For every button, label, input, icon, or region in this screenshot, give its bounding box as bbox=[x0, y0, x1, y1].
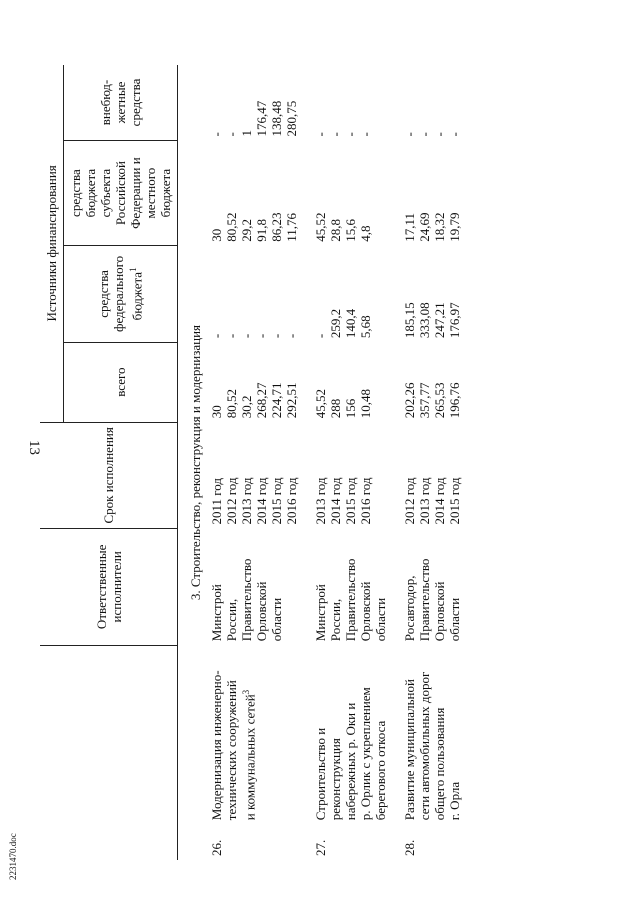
row-gap-cell bbox=[388, 65, 402, 860]
row-regional-value: 45,52 bbox=[313, 212, 328, 242]
row-regional-value: 28,8 bbox=[328, 218, 343, 242]
row-extra-value: - bbox=[432, 132, 447, 137]
row-extra-value: - bbox=[209, 132, 224, 137]
row-term-value: 2016 год bbox=[284, 477, 299, 525]
header-total: всего bbox=[64, 342, 178, 422]
row-regional bbox=[313, 140, 388, 245]
row-total-value: 268,27 bbox=[254, 382, 269, 419]
row-extra bbox=[209, 65, 299, 140]
row-extra-value: 280,75 bbox=[284, 100, 299, 137]
header-item bbox=[40, 645, 178, 860]
row-federal-value: 259,2 bbox=[328, 308, 343, 339]
row-total-value: 80,52 bbox=[224, 388, 239, 419]
row-total bbox=[402, 342, 462, 422]
row-term-value: 2015 год bbox=[343, 477, 358, 525]
row-regional-value: 4,8 bbox=[358, 225, 373, 242]
item-line: берегового откоса bbox=[373, 720, 388, 821]
row-term-value: 2015 год bbox=[447, 477, 462, 525]
item-line: Строительство и bbox=[313, 727, 328, 821]
row-term-value: 2014 год bbox=[328, 477, 343, 525]
row-term-value: 2013 год bbox=[313, 477, 328, 525]
row-federal-value: - bbox=[284, 333, 299, 339]
row-executors bbox=[313, 528, 388, 645]
row-gap bbox=[388, 65, 402, 860]
item-line bbox=[239, 649, 257, 820]
header-sources: Источники финансирования bbox=[40, 65, 64, 422]
row-extra-value: 138,48 bbox=[269, 100, 284, 137]
row-federal bbox=[209, 246, 299, 342]
executor-line: Правительство bbox=[417, 558, 432, 642]
row-regional-value: 11,76 bbox=[284, 212, 299, 242]
row-term-value: 2016 год bbox=[358, 477, 373, 525]
rotated-table-page bbox=[40, 65, 620, 860]
row-total-value: 292,51 bbox=[284, 382, 299, 419]
row-federal-value: 176,97 bbox=[447, 302, 462, 339]
row-regional-value: 24,69 bbox=[417, 212, 432, 242]
row-extra-value: - bbox=[343, 132, 358, 137]
row-regional-value: 29,2 bbox=[239, 218, 254, 242]
executor-line: Минстрой bbox=[313, 584, 328, 642]
executor-line: Правительство bbox=[239, 558, 254, 642]
row-total-value: 156 bbox=[343, 398, 358, 419]
header-federal-footnote: 1 bbox=[128, 267, 139, 272]
row-term-value: 2014 год bbox=[254, 477, 269, 525]
item-line: сети автомобильных дорог bbox=[417, 671, 432, 821]
row-regional-value: 17,11 bbox=[402, 212, 417, 242]
table-row bbox=[209, 65, 299, 860]
header-term: Срок исполнения bbox=[40, 422, 178, 528]
row-total-value: 288 bbox=[328, 398, 343, 419]
row-federal bbox=[313, 246, 388, 342]
row-extra-value: - bbox=[358, 132, 373, 137]
item-footnote: 3 bbox=[241, 689, 251, 695]
section-title: 3. Строительство, реконструкция и модернизация bbox=[188, 324, 203, 601]
row-total-value: 30 bbox=[209, 405, 224, 419]
item-line: реконструкция bbox=[328, 738, 343, 821]
header-extra: внебюд-жетные средства bbox=[64, 65, 178, 140]
financing-table bbox=[40, 65, 462, 860]
row-federal-value: 140,4 bbox=[343, 308, 358, 339]
row-regional-value: 18,32 bbox=[432, 212, 447, 242]
executor-line: Росавтодор, bbox=[402, 575, 417, 642]
row-extra bbox=[313, 65, 388, 140]
executor-line: Орловской bbox=[358, 581, 373, 642]
row-extra-value: 1 bbox=[239, 129, 254, 137]
row-regional-value: 15,6 bbox=[343, 218, 358, 242]
row-total bbox=[209, 342, 299, 422]
row-federal-value: 247,21 bbox=[432, 302, 447, 339]
row-federal-value: - bbox=[239, 333, 254, 339]
row-federal-value: - bbox=[224, 333, 239, 339]
row-item bbox=[402, 645, 462, 824]
row-extra bbox=[402, 65, 462, 140]
row-extra-value: - bbox=[402, 132, 417, 137]
row-gap-cell bbox=[299, 65, 313, 860]
row-federal-value: - bbox=[313, 333, 328, 339]
header-regional: средства бюджета субъекта Российской Федерации и местного бюджета bbox=[64, 140, 178, 245]
row-term bbox=[209, 422, 299, 528]
row-total bbox=[313, 342, 388, 422]
page-number: 13 bbox=[26, 440, 42, 455]
item-line: набережных р. Оки и bbox=[343, 702, 358, 821]
row-term-value: 2011 год bbox=[209, 477, 224, 525]
row-federal-value: - bbox=[209, 333, 224, 339]
row-term-value: 2014 год bbox=[432, 477, 447, 525]
row-extra-value: 176,47 bbox=[254, 100, 269, 137]
row-gap bbox=[299, 65, 313, 860]
executor-line: области bbox=[269, 597, 284, 642]
row-federal-value: - bbox=[269, 333, 284, 339]
row-term-value: 2013 год bbox=[239, 477, 254, 525]
table-row bbox=[313, 65, 388, 860]
row-item bbox=[209, 645, 299, 824]
row-executors bbox=[209, 528, 299, 645]
row-term-value: 2012 год bbox=[224, 477, 239, 525]
row-regional-value: 91,8 bbox=[254, 218, 269, 242]
row-federal-value: 5,68 bbox=[358, 315, 373, 339]
executor-line: области bbox=[373, 597, 388, 642]
row-term-value: 2012 год bbox=[402, 477, 417, 525]
row-total-value: 265,53 bbox=[432, 382, 447, 419]
row-federal bbox=[402, 246, 462, 342]
row-regional-value: 30 bbox=[209, 228, 224, 242]
executor-line: Орловской bbox=[432, 581, 447, 642]
row-total-value: 196,76 bbox=[447, 382, 462, 419]
row-total-value: 202,26 bbox=[402, 382, 417, 419]
row-extra-value: - bbox=[224, 132, 239, 137]
executor-line: области bbox=[447, 597, 462, 642]
item-line: Развитие муниципальной bbox=[402, 679, 417, 821]
footer-doc-code: 2231470.doc bbox=[8, 833, 18, 880]
row-extra-value: - bbox=[417, 132, 432, 137]
header-federal bbox=[64, 246, 178, 342]
row-term bbox=[313, 422, 388, 528]
row-term-value: 2015 год bbox=[269, 477, 284, 525]
item-line: технических сооружений bbox=[224, 680, 239, 821]
row-total-value: 10,48 bbox=[358, 388, 373, 419]
row-regional-value: 80,52 bbox=[224, 212, 239, 242]
row-total-value: 357,77 bbox=[417, 382, 432, 419]
item-line: р. Орлик с укреплением bbox=[358, 687, 373, 821]
item-line: Модернизация инженерно- bbox=[209, 670, 224, 821]
row-total-value: 30,2 bbox=[239, 395, 254, 419]
row-number: 27. bbox=[313, 839, 328, 856]
executor-line: России, bbox=[328, 598, 343, 642]
row-regional-value: 86,23 bbox=[269, 212, 284, 242]
row-federal-value: 333,08 bbox=[417, 302, 432, 339]
row-term-value: 2013 год bbox=[417, 477, 432, 525]
item-line: общего пользования bbox=[432, 707, 447, 821]
row-regional bbox=[402, 140, 462, 245]
row-number: 28. bbox=[402, 839, 417, 856]
row-number: 26. bbox=[209, 839, 224, 856]
executor-line: Орловской bbox=[254, 581, 269, 642]
row-total-value: 224,71 bbox=[269, 382, 284, 419]
item-line: г. Орла bbox=[447, 781, 462, 821]
row-extra-value: - bbox=[447, 132, 462, 137]
row-regional-value: 19,79 bbox=[447, 212, 462, 242]
row-executors bbox=[402, 528, 462, 645]
executor-line: России, bbox=[224, 598, 239, 642]
row-term bbox=[402, 422, 462, 528]
executor-line: Правительство bbox=[343, 558, 358, 642]
row-federal-value: - bbox=[254, 333, 269, 339]
row-total-value: 45,52 bbox=[313, 388, 328, 419]
header-executors: Ответственные исполнители bbox=[40, 528, 178, 645]
row-item bbox=[313, 645, 388, 824]
header-federal-text: средства федерального бюджета bbox=[96, 255, 145, 332]
row-regional bbox=[209, 140, 299, 245]
row-extra-value: - bbox=[313, 132, 328, 137]
table-row bbox=[402, 65, 462, 860]
row-federal-value: 185,15 bbox=[402, 302, 417, 339]
executor-line: Минстрой bbox=[209, 584, 224, 642]
row-extra-value: - bbox=[328, 132, 343, 137]
item-line-text: и коммунальных сетей bbox=[242, 694, 258, 821]
